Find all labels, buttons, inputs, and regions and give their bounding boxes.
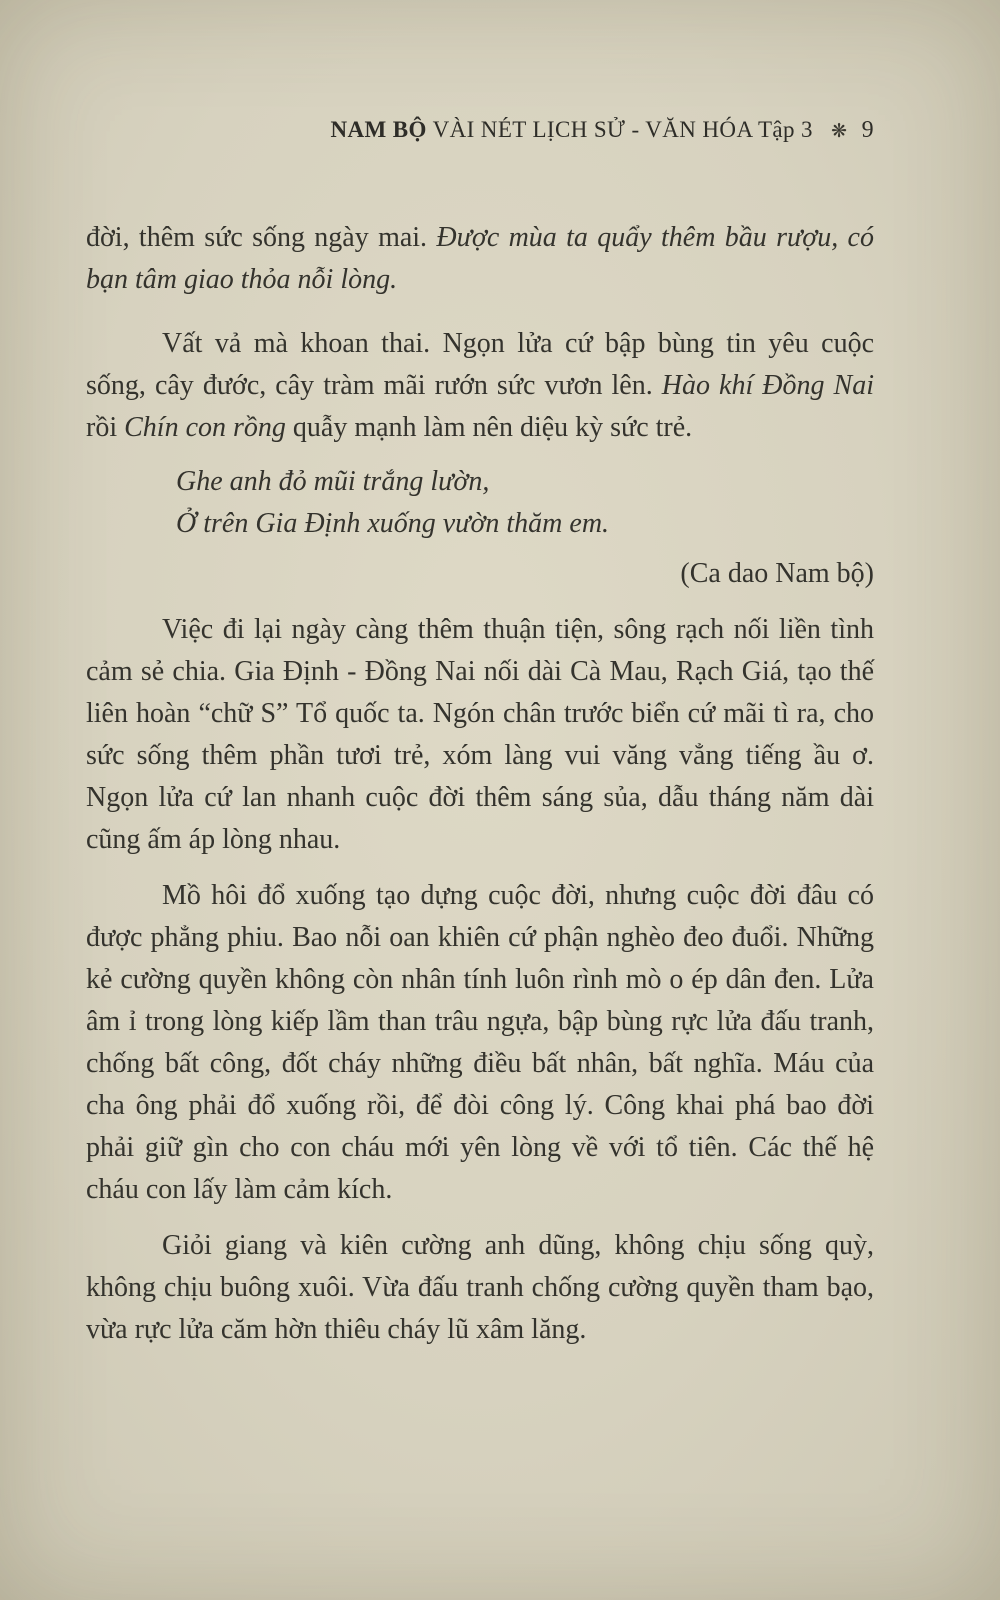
paragraph-continuation [86, 217, 874, 301]
header-book-title: VÀI NÉT LỊCH SỬ - VĂN HÓA [432, 117, 753, 142]
paragraph [86, 323, 874, 449]
page-number: 9 [861, 117, 874, 143]
text-segment: đời, thêm sức sống ngày mai. [86, 222, 437, 253]
header-volume: Tập 3 [757, 117, 813, 142]
text-segment: rồi [86, 412, 125, 443]
paragraph: Việc đi lại ngày càng thêm thuận tiện, sông rạch nối liền tình cảm sẻ chia. Gia Định - Đồng Nai nối dài Cà Mau, Rạch Giá, tạo thế liên hoàn “chữ S” Tổ quốc ta. Ngón chân trước biển cứ mãi tì ra, cho sức sống thêm phần tươi trẻ, xóm làng vui văng vẳng tiếng ầu ơ. Ngọn lửa cứ lan nhanh cuộc đời thêm sáng sủa, dẫu tháng năm dài cũng ấm áp lòng nhau. [86, 614, 874, 855]
running-head [86, 116, 874, 145]
text-segment-italic: Hào khí Đồng Nai [661, 370, 875, 401]
verse-attribution: (Ca dao Nam bộ) [680, 558, 874, 589]
folk-verse [86, 461, 874, 545]
text-segment: Vất vả mà khoan thai. Ngọn lửa cứ bập bùng tin yêu cuộc sống, cây đước, cây tràm mãi rướn sức vươn lên. [86, 328, 874, 401]
text-segment-italic: Chín con rồng [124, 412, 286, 443]
header-book-title-bold: NAM BỘ [330, 117, 427, 142]
text-block [86, 116, 874, 1351]
text-segment: quẫy mạnh làm nên diệu kỳ sức trẻ. [285, 412, 693, 443]
ornament-icon: ❋ [831, 120, 848, 142]
verse-line: Ở trên Gia Định xuống vườn thăm em. [176, 508, 610, 539]
verse-line: Ghe anh đỏ mũi trắng lườn, [176, 466, 490, 497]
text-segment-italic: Được mùa ta quẩy thêm bầu rượu, có bạn tâm giao thỏa nỗi lòng. [86, 222, 874, 295]
paragraph: Mồ hôi đổ xuống tạo dựng cuộc đời, nhưng cuộc đời đâu có được phẳng phiu. Bao nỗi oan khiên cứ phận nghèo đeo đuổi. Những kẻ cường quyền không còn nhân tính luôn rình mò o ép dân đen. Lửa âm ỉ trong lòng kiếp lầm than trâu ngựa, bập bùng rực lửa đấu tranh, chống bất công, đốt cháy những điều bất nhân, bất nghĩa. Máu của cha ông phải đổ xuống rồi, để đòi công lý. Công khai phá bao đời phải giữ gìn cho con cháu mới yên lòng về với tổ tiên. Các thế hệ cháu con lấy làm cảm kích. [86, 880, 874, 1205]
paragraph: Giỏi giang và kiên cường anh dũng, không chịu sống quỳ, không chịu buông xuôi. Vừa đấu tranh chống cường quyền tham bạo, vừa rực lửa căm hờn thiêu cháy lũ xâm lăng. [86, 1230, 874, 1345]
